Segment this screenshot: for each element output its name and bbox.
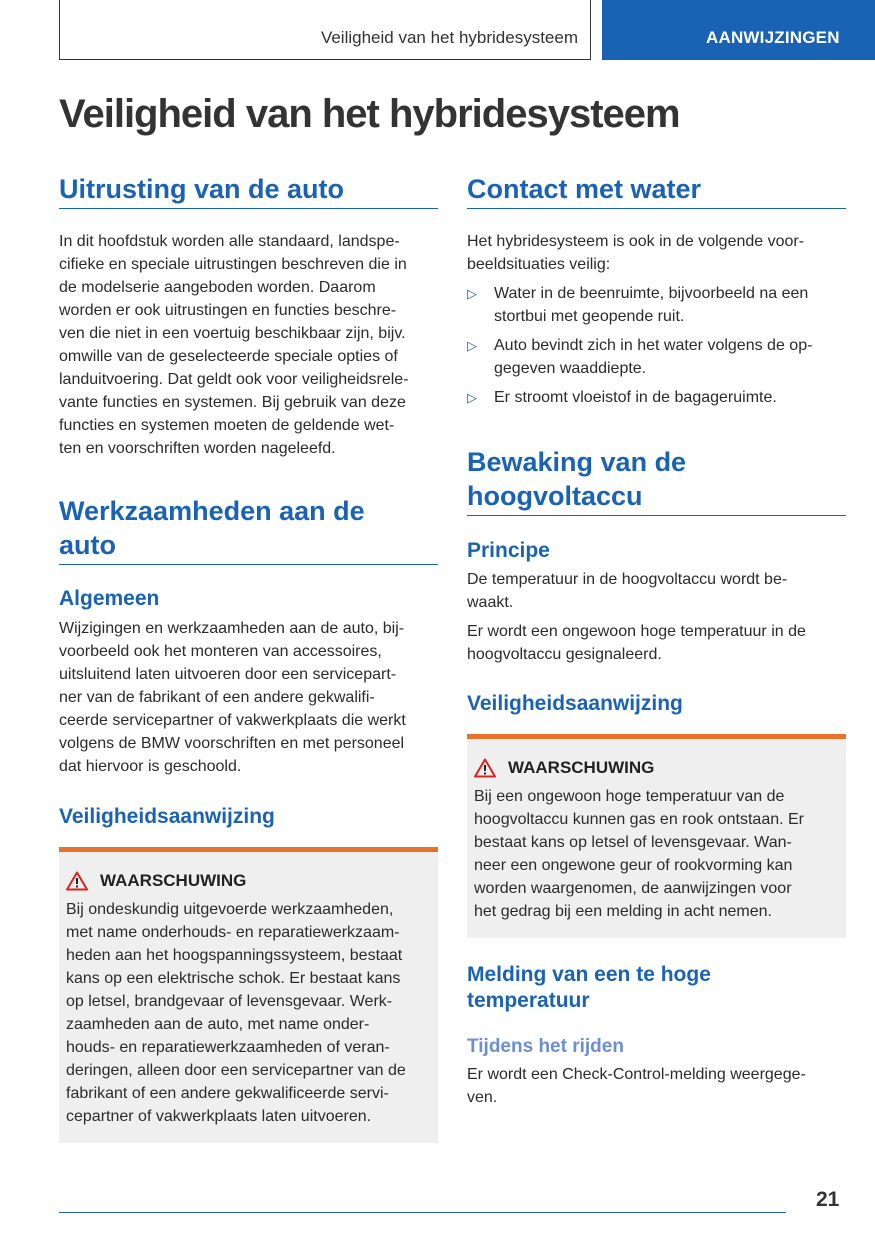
text-line: beeldsituaties veilig: [467,256,611,273]
page-title: Veiligheid van het hybridesysteem [59,92,680,136]
triangle-right-icon: ▷ [467,286,477,301]
paragraph-algemeen [59,617,438,778]
text-line: waakt. [467,594,514,611]
paragraph-contact-water [467,230,846,276]
text-line: de modelserie aangeboden worden. Daarom [59,279,376,296]
header-chapter-tab-label: AANWIJZINGEN [706,28,840,47]
paragraph-uitrusting [59,230,438,460]
text-line: ner van de fabrikant of een andere gekwalifi- [59,689,375,706]
list-item [467,334,846,380]
text-line: het gedrag bij een melding in acht nemen. [474,903,772,920]
warning-box-left [59,847,438,1143]
text-line: Er wordt een Check-Control-melding weergege- [467,1066,806,1083]
bullet-list [467,282,846,409]
warning-triangle-icon [474,758,496,778]
heading-line: auto [59,530,116,560]
list-item [467,386,846,409]
text-line: vante functies en systemen. Bij gebruik van deze [59,394,406,411]
subheading-principe: Principe [467,539,550,562]
subheading-veiligheidsaanwijzing-left: Veiligheidsaanwijzing [59,805,275,828]
footer-divider [59,1212,786,1213]
text-line: omwille van de geselecteerde speciale opties of [59,348,398,365]
text-line: houds- en reparatiewerkzaamheden of veran- [66,1039,390,1056]
text-line: landuitvoering. Dat geldt ook voor veiligheidsrele- [59,371,409,388]
text-line: Water in de beenruimte, bijvoorbeeld na een [494,285,809,302]
text-line: worden er ook uitrustingen en functies beschre- [59,302,397,319]
text-line: ven. [467,1089,498,1106]
warning-label: WAARSCHUWING [508,758,655,777]
heading-line: Werkzaamheden aan de [59,496,365,526]
text-line: Er stroomt vloeistof in de bagageruimte. [494,389,777,406]
text-line: stortbui met geopende ruit. [494,308,685,325]
text-line: cifieke en speciale uitrustingen beschreven die in [59,256,407,273]
text-line: hoogvoltaccu gesignaleerd. [467,646,662,663]
text-line: heden aan het hoogspanningssysteem, bestaat [66,947,403,964]
subheading-melding [467,962,846,1014]
warning-header [66,870,431,892]
heading-line: temperatuur [467,989,590,1012]
heading-line: hoogvoltaccu [467,481,643,511]
warning-box-right [467,734,846,938]
warning-label: WAARSCHUWING [100,871,247,890]
subheading-tijdens-rijden: Tijdens het rijden [467,1036,624,1057]
text-line: met name onderhouds- en reparatiewerkzaam- [66,924,400,941]
paragraph-principe-2 [467,620,846,666]
paragraph-melding [467,1063,846,1109]
warning-header [474,757,839,779]
text-line: zaamheden aan de auto, met name onder- [66,1016,370,1033]
subheading-algemeen: Algemeen [59,587,160,610]
text-line: ven die niet in een voertuig beschikbaar zijn, bijv. [59,325,406,342]
text-line: Het hybridesysteem is ook in de volgende voor- [467,233,805,250]
text-line: kans op een elektrische schok. Er bestaat kans [66,970,401,987]
text-line: functies en systemen moeten de geldende wet- [59,417,395,434]
text-line: op letsel, brandgevaar of levensgevaar. Werk- [66,993,393,1010]
text-line: voorbeeld ook het monteren van accessoires, [59,643,382,660]
triangle-right-icon: ▷ [467,390,477,405]
header-chapter-tab[interactable] [602,0,875,60]
text-line: neer een ongewone geur of rookvorming kan [474,857,793,874]
left-column [59,172,438,1143]
header-section-title: Veiligheid van het hybridesysteem [320,28,578,47]
subheading-veiligheidsaanwijzing-right: Veiligheidsaanwijzing [467,692,683,715]
warning-text [66,898,431,1128]
text-line: bestaat kans op letsel of levensgevaar. Wan- [474,834,792,851]
page-number: 21 [816,1188,840,1211]
text-line: Bij een ongewoon hoge temperatuur van de [474,788,785,805]
header-section-box [59,0,591,60]
text-line: worden waargenomen, de aanwijzingen voor [474,880,792,897]
text-line: hoogvoltaccu kunnen gas en rook ontstaan. Er [474,811,804,828]
text-line: volgens de BMW voorschriften en met personeel [59,735,405,752]
text-line: gegeven waaddiepte. [494,360,647,377]
text-line: Bij ondeskundig uitgevoerde werkzaamheden, [66,901,394,918]
text-line: cepartner of vakwerkplaats laten uitvoeren. [66,1108,372,1125]
list-item [467,282,846,328]
triangle-right-icon: ▷ [467,338,477,353]
text-line: ceerde servicepartner of vakwerkplaats die werkt [59,712,406,729]
text-line: De temperatuur in de hoogvoltaccu wordt be- [467,571,788,588]
heading-bewaking [467,445,846,516]
heading-line: Bewaking van de [467,447,687,477]
text-line: uitsluitend laten uitvoeren door een servicepart- [59,666,397,683]
text-line: dat hiervoor is geschoold. [59,758,242,775]
text-line: ten en voorschriften worden nageleefd. [59,440,336,457]
text-line: Er wordt een ongewoon hoge temperatuur in de [467,623,806,640]
heading-contact-water: Contact met water [467,172,846,209]
text-line: Wijzigingen en werkzaamheden aan de auto, bij- [59,620,405,637]
warning-text [474,785,839,923]
heading-werkzaamheden [59,494,438,565]
text-line: Auto bevindt zich in het water volgens de op- [494,337,813,354]
heading-uitrusting: Uitrusting van de auto [59,172,438,209]
paragraph-principe-1 [467,568,846,614]
warning-triangle-icon [66,871,88,891]
text-line: fabrikant of een andere gekwalificeerde servi- [66,1085,389,1102]
text-line: deringen, alleen door een servicepartner van de [66,1062,406,1079]
text-line: In dit hoofdstuk worden alle standaard, landspe- [59,233,400,250]
right-column [467,172,846,1109]
heading-line: Melding van een te hoge [467,963,711,986]
